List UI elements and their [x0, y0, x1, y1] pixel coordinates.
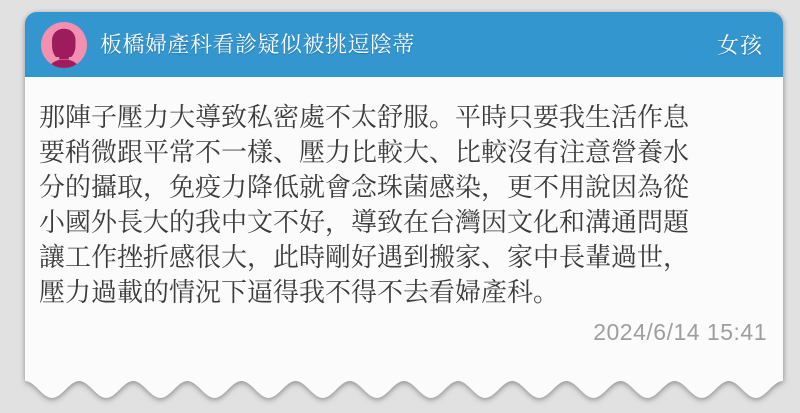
torn-edge: [25, 380, 783, 399]
post-timestamp: 2024/6/14 15:41: [593, 319, 767, 345]
body-text-line: 小國外長大的我中文不好，導致在台灣因文化和溝通問題: [39, 207, 690, 237]
avatar: [41, 22, 87, 68]
body-text-line: 壓力過載的情況下逼得我不得不去看婦產科。: [39, 277, 560, 307]
body-text-line: 分的攝取，免疫力降低就會念珠菌感染，更不用說因為從: [39, 172, 690, 202]
post-card-body: [25, 77, 783, 380]
body-text-line: 讓工作挫折感很大，此時剛好遇到搬家、家中長輩過世，: [39, 242, 690, 272]
post-title: 板橋婦產科看診疑似被挑逗陰蒂: [100, 32, 416, 57]
post-card-header: [25, 12, 783, 77]
woman-silhouette-icon: [41, 22, 87, 68]
body-text-line: 要稍微跟平常不一樣、壓力比較大、比較沒有注意營養水: [39, 137, 690, 167]
post-card: [25, 12, 783, 399]
board-label: 女孩: [716, 33, 763, 58]
body-text-line: 那陣子壓力大導致私密處不太舒服。平時只要我生活作息: [39, 102, 690, 132]
torn-edge-path: [25, 380, 783, 398]
